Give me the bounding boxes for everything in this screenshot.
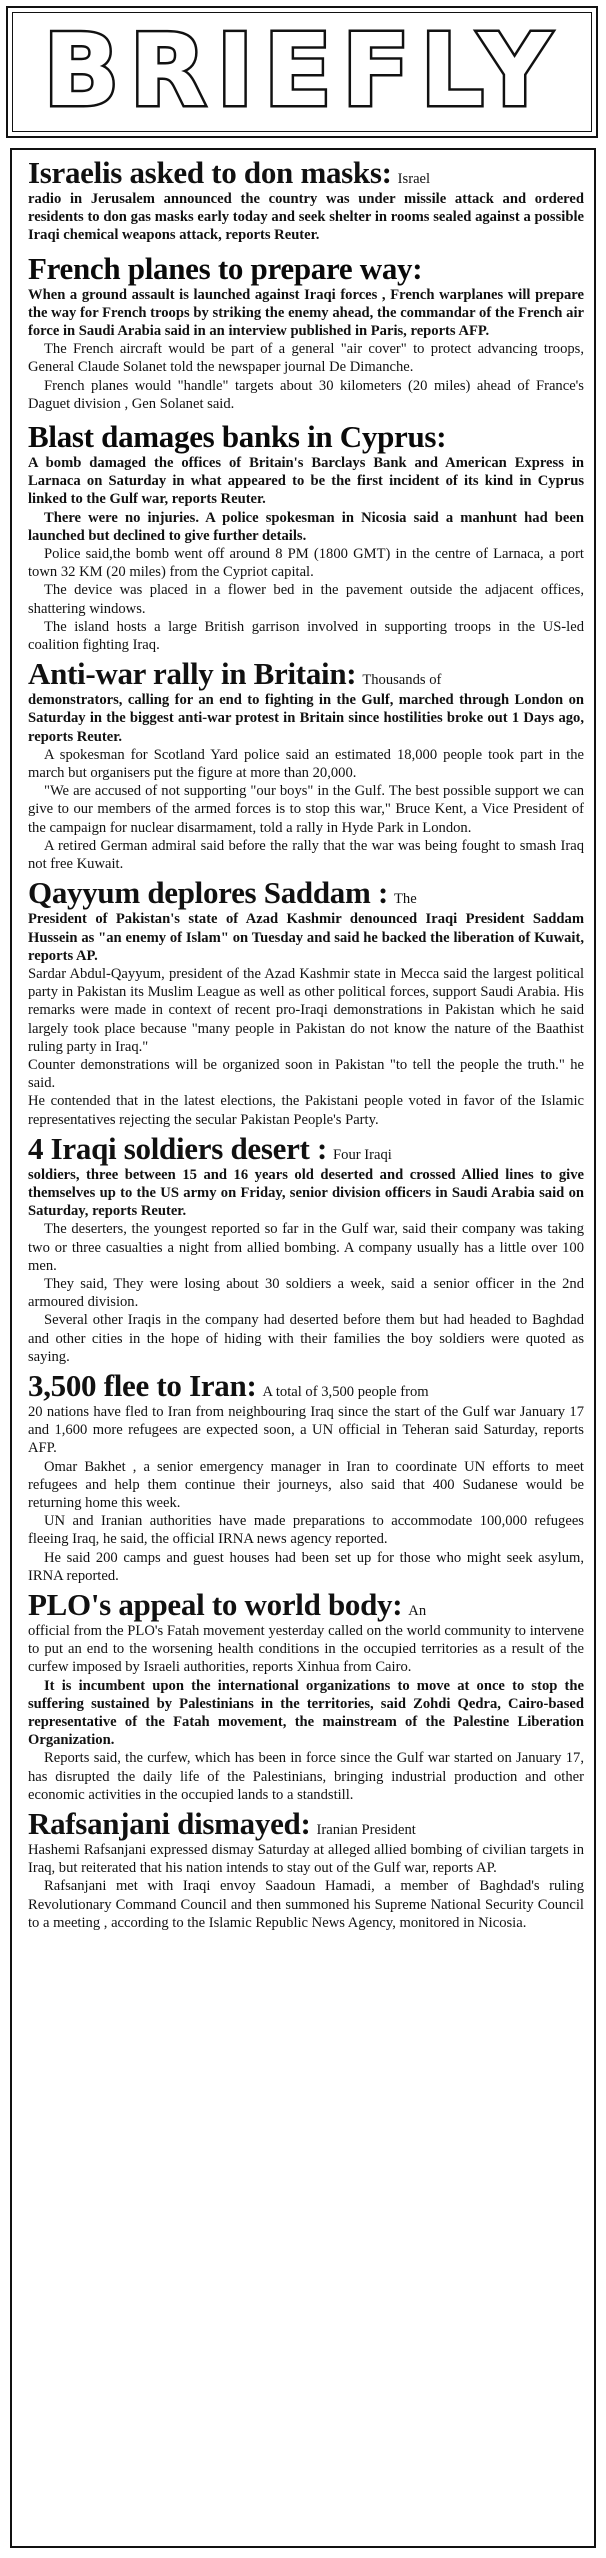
story-paragraph: Reports said, the curfew, which has been in force since the Gulf war started on January 17, has disrupted the daily life of the Palestinians, bringing industrial production and other economic activities in the occupied lands to a standstill. xyxy=(28,1750,584,1803)
story-paragraph: The device was placed in a flower bed in the pavement outside the adjacent offices, shattering windows. xyxy=(28,582,584,617)
story-plo-appeal xyxy=(28,1588,584,1804)
story-kicker: Iranian President xyxy=(316,1822,416,1839)
story-french-planes xyxy=(28,252,584,413)
masthead xyxy=(6,6,598,138)
story-paragraph: A spokesman for Scotland Yard police said an estimated 18,000 people took part in the march but organisers put the figure at more than 20,000. xyxy=(28,746,584,782)
story-qayyum xyxy=(28,876,584,1128)
story-paragraph: radio in Jerusalem announced the country was under missile attack and ordered residents to don gas masks early today and seek shelter in rooms sealed against a possible Iraqi chemical weapons attack, reports Reuter. xyxy=(28,191,584,244)
story-headline: Rafsanjani dismayed: xyxy=(28,1806,311,1842)
story-lead xyxy=(28,1132,584,1166)
story-paragraph: There were no injuries. A police spokesman in Nicosia said a manhunt had been launched but declined to give further details. xyxy=(28,509,584,544)
story-lead xyxy=(28,657,584,691)
story-kicker: A total of 3,500 people from xyxy=(262,1383,429,1400)
story-paragraph: Police said,the bomb went off around 8 PM (1800 GMT) in the centre of Larnaca, a port town 32 KM (20 miles) from the Cypriot capital. xyxy=(28,546,584,581)
story-paragraph: The island hosts a large British garrison involved in supporting troops in the US-led coalition fighting Iraq. xyxy=(28,618,584,654)
story-kicker: Four Iraqi xyxy=(333,1146,392,1163)
story-kicker: The xyxy=(393,891,417,908)
story-lead xyxy=(28,1369,584,1403)
story-paragraph: Sardar Abdul-Qayyum, president of the Azad Kashmir state in Mecca said the largest political party in Pakistan its Muslim League as well as other political forces, support Saudi Arabia. His remarks were made in context of recent pro-Iraqi demonstrations in Pakistan which he said largely took place because "many people in Pakistan do not know the nature of the Baathist ruling party in Iraq." xyxy=(28,965,584,1055)
story-paragraph: French planes would "handle" targets about 30 kilometers (20 miles) ahead of France's Daguet division , Gen Solanet said. xyxy=(28,377,584,412)
story-lead xyxy=(28,876,584,910)
story-headline: Qayyum deplores Saddam : xyxy=(28,875,388,911)
story-paragraph: President of Pakistan's state of Azad Kashmir denounced Iraqi President Saddam Hussein as "an enemy of Islam" on Tuesday and said he backed the liberation of Kuwait, reports AP. xyxy=(28,911,584,964)
story-paragraph: 20 nations have fled to Iran from neighbouring Iraq since the start of the Gulf war January 17 and 1,600 more refugees are expected soon, a UN official in Teheran said Saturday, reports AFP. xyxy=(28,1403,584,1457)
story-lead xyxy=(28,156,584,190)
story-paragraph: When a ground assault is launched against Iraqi forces , French warplanes will prepare the way for French troops by striking the enemy ahead, the commandar of the French air force in Saudi Arabia said in an interview published in Paris, reports AFP. xyxy=(28,286,584,340)
story-headline: French planes to prepare way: xyxy=(28,250,423,286)
story-kicker: Israel xyxy=(397,171,431,187)
column-body xyxy=(28,156,584,1932)
story-antiwar-rally xyxy=(28,657,584,873)
story-paragraph: official from the PLO's Fatah movement yesterday called on the world community to intervene to put an end to the worsening health conditions in the occupied territories as a result of the curfew imposed by Israeli authorities, reports Xinhua from Cairo. xyxy=(28,1623,584,1676)
masthead-title: BRIEFLY xyxy=(43,12,561,129)
story-headline: Anti-war rally in Britain: xyxy=(28,656,357,692)
story-paragraph: The French aircraft would be part of a general "air cover" to protect advancing troops, General Claude Solanet told the newspaper journal De Dimanche. xyxy=(28,341,584,376)
story-paragraph: Counter demonstrations will be organized soon in Pakistan "to tell the people the truth." he said. xyxy=(28,1056,584,1092)
news-column xyxy=(10,148,596,2548)
story-israelis-masks xyxy=(28,156,584,245)
story-paragraph: Hashemi Rafsanjani expressed dismay Saturday at alleged allied bombing of civilian targets in Iraq, but reiterated that his nation intends to stay out of the Gulf war, reports AP. xyxy=(28,1842,584,1877)
story-paragraph: He contended that in the latest elections, the Pakistani people voted in favor of the Islamic representatives rejecting the secular Pakistan People's Party. xyxy=(28,1093,584,1128)
story-lead xyxy=(28,1807,584,1841)
story-rafsanjani xyxy=(28,1807,584,1932)
story-headline: 4 Iraqi soldiers desert : xyxy=(28,1130,328,1166)
story-headline: PLO's appeal to world body: xyxy=(28,1587,403,1622)
story-paragraph: "We are accused of not supporting "our boys" in the Gulf. The best possible support we can give to our members of the armed forces is to stop this war," Bruce Kent, a Vice President of the campaign for nuclear disarmament, told a rally in Hyde Park in London. xyxy=(28,783,584,836)
story-paragraph: A bomb damaged the offices of Britain's Barclays Bank and American Express in Larnaca on Saturday in what appeared to be the first incident of its kind in Cyprus linked to the Gulf war, reports Reuter. xyxy=(28,455,584,508)
story-paragraph: They said, They were losing about 30 soldiers a week, said a senior officer in the 2nd armoured division. xyxy=(28,1275,584,1311)
story-flee-to-iran xyxy=(28,1369,584,1585)
story-kicker: Thousands of xyxy=(362,672,442,689)
story-paragraph: UN and Iranian authorities have made preparations to accommodate 100,000 refugees fleeing Iraq, he said, the official IRNA news agency reported. xyxy=(28,1513,584,1548)
story-paragraph: He said 200 camps and guest houses had been set up for those who might seek asylum, IRNA reported. xyxy=(28,1549,584,1584)
story-headline: Israelis asked to don masks: xyxy=(28,155,392,190)
story-paragraph: The deserters, the youngest reported so far in the Gulf war, said their company was taking two or three casualties a night from allied bombing. A company usually has a little over 100 men. xyxy=(28,1221,584,1274)
story-headline: 3,500 flee to Iran: xyxy=(28,1367,257,1403)
story-iraqi-deserters xyxy=(28,1132,584,1366)
story-paragraph: A retired German admiral said before the rally that the war was being fought to smash Iraq not free Kuwait. xyxy=(28,837,584,873)
story-paragraph: Several other Iraqis in the company had deserted before them but had headed to Baghdad and other cities in the hope of hiding with their families the boy soldiers were quoted as saying. xyxy=(28,1312,584,1365)
story-headline: Blast damages banks in Cyprus: xyxy=(28,419,447,455)
story-paragraph: Omar Bakhet , a senior emergency manager in Iran to coordinate UN efforts to meet refugees and help them continue their journeys, also said that 400 Sudanese would be returning home this week. xyxy=(28,1458,584,1511)
story-paragraph: soldiers, three between 15 and 16 years old deserted and crossed Allied lines to give themselves up to the US army on Friday, senior division officers in Saudi Arabia said on Saturday, reports Reuter. xyxy=(28,1166,584,1220)
story-cyprus-blast xyxy=(28,420,584,654)
story-kicker: An xyxy=(408,1603,427,1619)
story-paragraph: Rafsanjani met with Iraqi envoy Saadoun Hamadi, a member of Baghdad's ruling Revolutionary Command Council and then summoned his Supreme National Security Council to a meeting , according to the Islamic Republic News Agency, monitored in Nicosia. xyxy=(28,1878,584,1931)
story-paragraph: demonstrators, calling for an end to fighting in the Gulf, marched through London on Saturday in the biggest anti-war protest in Britain since hostilities broke out 1 Days ago, reports Reuter. xyxy=(28,692,584,745)
story-paragraph: It is incumbent upon the international organizations to move at once to stop the suffering sustained by Palestinians in the territories, said Zohdi Qedra, Cairo-based representative of the Fatah movement, the mainstream of the Palestine Liberation Organization. xyxy=(28,1677,584,1749)
story-lead xyxy=(28,1588,584,1622)
